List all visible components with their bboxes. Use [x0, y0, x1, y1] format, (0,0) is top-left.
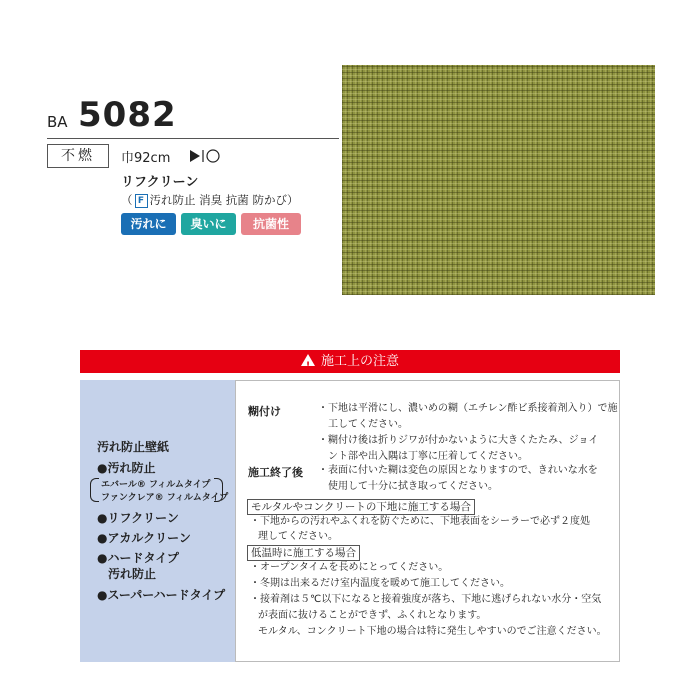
bracket-left — [90, 478, 99, 502]
product-code-prefix: BA — [47, 113, 68, 131]
glue-line: ・下地は平滑にし、濃いめの糊（エチレン酢ビ系接着剤入り）で施 — [318, 403, 618, 414]
feature-open-paren: （ — [121, 193, 133, 207]
feature-list — [121, 192, 298, 208]
after-line: 使用して十分に拭き取ってください。 — [328, 481, 498, 492]
fire-rating-badge: 不燃 — [47, 144, 109, 168]
after-label: 施工終了後 — [248, 466, 303, 479]
sub-item-funclare: ファンクレア® フィルムタイプ — [101, 493, 229, 503]
glue-label: 糊付け — [248, 405, 281, 418]
product-code-number: 5082 — [78, 95, 177, 135]
tag-stain: 汚れに — [121, 213, 176, 235]
list-item: ●汚れ防止 — [97, 461, 156, 475]
after-line: ・表面に付いた糊は変色の原因となりますので、きれいな水を — [318, 465, 598, 476]
glue-line: ント部や出入隅は丁寧に圧着してください。 — [328, 451, 528, 462]
list-item: ●スーパーハードタイプ — [97, 588, 226, 602]
left-panel-title: 汚れ防止壁紙 — [97, 440, 170, 454]
feature-text: 汚れ防止 消臭 抗菌 防かび） — [149, 193, 299, 207]
warning-icon — [301, 354, 315, 366]
low-temp-line: ・接着剤は５℃以下になると接着強度が落ち、下地に逃げられない水分・空気 — [250, 594, 602, 605]
tag-antibacterial: 抗菌性 — [241, 213, 301, 235]
f-mark-icon: F — [135, 194, 148, 208]
low-temp-line: が表面に抜けることができず、ふくれとなります。 — [258, 610, 487, 621]
mortar-line: ・下地からの汚れやふくれを防ぐために、下地表面をシーラーで必ず２度処 — [250, 516, 590, 527]
list-item: ●ハードタイプ — [97, 551, 179, 565]
product-width: 巾92cm — [121, 151, 171, 166]
sub-item-eval: エバール® フィルムタイプ — [101, 480, 211, 490]
product-name: リフクリーン — [121, 175, 199, 190]
mortar-line: 理してください。 — [258, 531, 338, 542]
caution-title: 施工上の注意 — [320, 354, 399, 369]
glue-line: ・糊付け後は折りジワが付かないように大きくたたみ、ジョイ — [318, 435, 599, 446]
low-temp-line: モルタル、コンクリート下地の場合は特に発生しやすいのでご注意ください。 — [258, 626, 607, 637]
low-temp-line: ・冬期は出来るだけ室内温度を暖めて施工してください。 — [250, 578, 510, 589]
list-item: 汚れ防止 — [108, 567, 157, 581]
low-temp-line: ・オープンタイムを長めにとってください。 — [250, 562, 449, 573]
header-divider — [47, 138, 339, 139]
wallpaper-swatch-image — [342, 65, 655, 295]
pattern-repeat-icon — [189, 148, 229, 164]
glue-line: 工してください。 — [328, 419, 408, 430]
list-item: ●リフクリーン — [97, 511, 179, 525]
list-item: ●アカルクリーン — [97, 531, 191, 545]
low-temp-heading: 低温時に施工する場合 — [247, 545, 360, 561]
mortar-heading: モルタルやコンクリートの下地に施工する場合 — [247, 499, 475, 515]
tag-odor: 臭いに — [181, 213, 236, 235]
caution-banner — [80, 350, 620, 373]
